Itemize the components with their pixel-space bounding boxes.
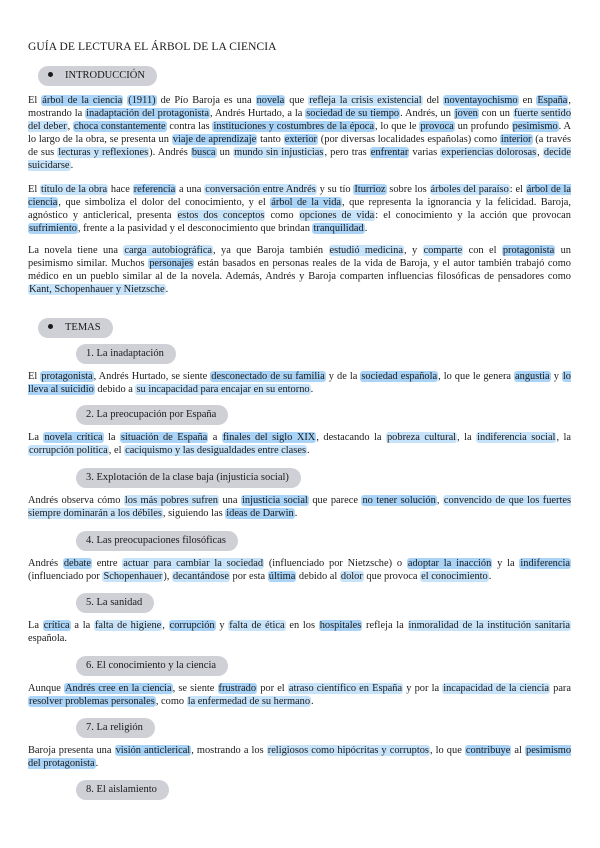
text-run: El: [28, 95, 42, 106]
bullet-icon: [48, 72, 53, 77]
text-run: . A lo largo de la obra, se presenta un: [28, 120, 571, 145]
highlighted-text: joven: [454, 107, 478, 119]
highlighted-text: interior: [500, 133, 532, 145]
theme-paragraph-7: [28, 745, 571, 771]
text-run: , lo que le: [374, 120, 420, 132]
text-run: están basados en personas reales de la vida de Baroja, y el autor también trabajó como médico en un pueblo similar al de la novela. Además, Andrés y Baroja comparten influencias filosóficas de pensadores como: [28, 257, 571, 282]
intro-paragraph-1: [28, 95, 571, 172]
text-run: Andrés: [28, 558, 63, 569]
theme-paragraph-6: [28, 683, 571, 709]
text-run: , como: [155, 695, 187, 707]
theme-heading-2: 2. La preocupación por España: [76, 405, 228, 425]
highlighted-text: contribuye: [465, 745, 511, 756]
text-run: y: [215, 620, 229, 631]
highlighted-text: protagonista: [502, 245, 555, 256]
intro-paragraph-3: [28, 245, 571, 297]
highlighted-text: carga autobiográfica: [124, 245, 213, 256]
theme-paragraph-5: [28, 620, 571, 646]
text-run: hace: [108, 184, 133, 195]
text-run: .: [488, 570, 492, 582]
highlighted-text: religiosos como hipócritas y corruptos: [267, 745, 429, 756]
section-heading-label: INTRODUCCIÓN: [65, 70, 145, 81]
text-run: ,: [162, 620, 169, 631]
text-run: ,: [67, 120, 73, 132]
highlighted-text: debate: [63, 558, 91, 569]
highlighted-text: instituciones y costumbres de la época: [213, 120, 374, 132]
text-run: : el conocimiento y la acción que provocan: [375, 209, 571, 221]
text-run: .: [307, 444, 310, 456]
text-run: , que simboliza el dolor del conocimiento, y el: [58, 196, 271, 208]
highlighted-text: Andrés cree en la ciencia: [65, 683, 172, 694]
highlighted-text: enfrentar: [370, 146, 409, 158]
text-run: , pero tras: [324, 146, 370, 158]
theme-paragraph-3: [28, 495, 571, 521]
text-run: , destacando la: [316, 432, 386, 443]
highlighted-text: referencia: [133, 184, 176, 195]
highlighted-text: Schopenhauer: [103, 570, 163, 582]
highlighted-text: incapacidad de la ciencia: [443, 683, 549, 694]
text-run: que provoca: [363, 570, 421, 582]
highlighted-text: inadaptación del protagonista: [86, 107, 210, 119]
text-run: , siguiendo las: [162, 507, 226, 519]
highlighted-text: exterior: [284, 133, 317, 145]
text-run: un pesimismo similar. Muchos: [28, 245, 572, 269]
text-run: (influenciado por: [28, 570, 103, 582]
highlighted-text: busca: [191, 146, 216, 158]
highlighted-text: (1911): [128, 95, 156, 106]
text-run: por esta: [229, 570, 268, 582]
text-run: : el: [509, 184, 526, 195]
text-run: a: [208, 432, 222, 443]
text-run: . Andrés, un: [400, 107, 454, 119]
text-run: a una: [176, 184, 205, 195]
text-run: y: [550, 371, 562, 382]
highlighted-text: estudió medicina: [329, 245, 403, 256]
highlighted-text: refleja la crisis existencial: [309, 95, 422, 106]
bullet-icon: [48, 324, 53, 329]
text-run: la: [103, 432, 120, 443]
text-run: , lo que: [429, 745, 465, 756]
highlighted-text: sociedad de su tiempo: [306, 107, 400, 119]
highlighted-text: indiferencia: [520, 558, 570, 569]
text-run: para: [549, 683, 572, 694]
text-run: que: [285, 95, 309, 106]
highlighted-text: el conocimiento: [421, 570, 488, 582]
highlighted-text: falta de ética: [229, 620, 285, 631]
text-run: que parece: [308, 495, 362, 506]
text-run: refleja la: [362, 620, 408, 631]
theme-heading-5: 5. La sanidad: [76, 593, 154, 613]
section-heading-temas: [38, 318, 113, 338]
highlighted-text: la enfermedad de su hermano: [187, 695, 311, 707]
text-run: , Andrés Hurtado, a la: [210, 107, 306, 119]
text-run: española.: [28, 632, 67, 644]
highlighted-text: actuar para cambiar la sociedad: [123, 558, 264, 569]
highlighted-text: finales del siglo XIX: [222, 432, 316, 443]
highlighted-text: frustrado: [218, 683, 257, 694]
highlighted-text: experiencias dolorosas: [441, 146, 537, 158]
text-run: del: [422, 95, 444, 106]
text-run: ,: [436, 495, 443, 506]
highlighted-text: indiferencia social: [477, 432, 556, 443]
text-run: un: [216, 146, 234, 158]
text-run: .: [310, 383, 314, 395]
highlighted-text: situación de España: [121, 432, 208, 443]
theme-paragraph-2: [28, 432, 571, 458]
highlighted-text: caciquismo y las desigualdades entre clases: [125, 444, 306, 456]
text-run: El: [28, 184, 41, 195]
text-run: debido al: [296, 570, 340, 582]
text-run: de Pío Baroja es una: [156, 95, 256, 106]
highlighted-text: convencido de que los fuertes siempre dominarán a los débiles: [28, 495, 572, 519]
text-run: , ya que Baroja también: [213, 245, 329, 256]
intro-paragraph-2: [28, 184, 571, 236]
theme-paragraph-4: [28, 558, 571, 584]
text-run: y de la: [325, 371, 361, 382]
theme-heading-8: 8. El aislamiento: [76, 780, 169, 800]
highlighted-text: comparte: [423, 245, 463, 256]
highlighted-text: corrupción: [169, 620, 215, 631]
highlighted-text: provoca: [420, 120, 454, 132]
text-run: , el: [108, 444, 125, 456]
highlighted-text: corrupción política: [29, 444, 108, 456]
text-run: con un: [478, 107, 513, 119]
highlighted-text: inmoralidad de la institución sanitaria: [408, 620, 571, 631]
text-run: entre: [91, 558, 123, 569]
text-run: como: [265, 209, 299, 221]
text-run: Baroja presenta una: [28, 745, 115, 756]
text-run: tanto: [257, 133, 284, 145]
highlighted-text: fuerte sentido del deber: [28, 107, 572, 132]
highlighted-text: pobreza cultural: [386, 432, 457, 443]
text-run: sobre los: [386, 184, 430, 195]
highlighted-text: choca constantemente: [73, 120, 166, 132]
highlighted-text: lo lleva al suicidio: [28, 371, 572, 395]
highlighted-text: estos dos conceptos: [177, 209, 265, 221]
text-run: por el: [257, 683, 288, 694]
highlighted-text: protagonista: [41, 371, 93, 382]
section-heading-label: TEMAS: [65, 322, 101, 333]
text-run: varias: [409, 146, 441, 158]
theme-heading-6: 6. El conocimiento y la ciencia: [76, 656, 228, 676]
text-run: al: [511, 745, 525, 756]
text-run: , frente a la pasividad y el desconocimiento que brindan: [77, 222, 313, 234]
text-run: Andrés observa cómo: [28, 495, 124, 506]
highlighted-text: ideas de Darwin: [226, 507, 294, 519]
text-run: El: [28, 371, 41, 382]
text-run: ). Andrés: [149, 146, 191, 158]
highlighted-text: árboles del paraíso: [430, 184, 509, 195]
text-run: .: [95, 757, 99, 769]
highlighted-text: no tener solución: [362, 495, 436, 506]
highlighted-text: árbol de la vida: [271, 196, 342, 208]
highlighted-text: árbol de la ciencia: [28, 184, 571, 208]
highlighted-text: desconectado de su familia: [211, 371, 325, 382]
text-run: .: [165, 283, 169, 295]
text-run: , mostrando a los: [191, 745, 267, 756]
text-run: contra las: [166, 120, 213, 132]
text-run: en: [518, 95, 537, 106]
highlighted-text: los más pobres sufren: [124, 495, 218, 506]
theme-paragraph-1: [28, 371, 571, 397]
text-run: , la: [556, 432, 572, 443]
highlighted-text: viaje de aprendizaje: [172, 133, 257, 145]
text-run: en los: [285, 620, 319, 631]
highlighted-text: personajes: [149, 257, 194, 269]
text-run: (a través de sus: [28, 133, 572, 158]
theme-heading-7: 7. La religión: [76, 718, 155, 738]
highlighted-text: hospitales: [319, 620, 362, 631]
text-run: con el: [463, 245, 502, 256]
highlighted-text: sociedad española: [361, 371, 438, 382]
highlighted-text: dolor: [340, 570, 363, 582]
highlighted-text: árbol de la ciencia: [42, 95, 123, 106]
text-run: una: [218, 495, 241, 506]
highlighted-text: novela crítica: [44, 432, 103, 443]
highlighted-text: angustia: [515, 371, 550, 382]
section-heading-introduccion: [38, 66, 157, 86]
text-run: y su tío: [316, 184, 354, 195]
text-run: La: [28, 620, 43, 631]
highlighted-text: falta de higiene: [94, 620, 162, 631]
highlighted-text: España: [537, 95, 568, 106]
theme-heading-1: 1. La inadaptación: [76, 344, 176, 364]
highlighted-text: Iturrioz: [354, 184, 386, 195]
text-run: un profundo: [454, 120, 512, 132]
text-run: .: [294, 507, 298, 519]
text-run: ,: [537, 146, 543, 158]
highlighted-text: conversación entre Andrés: [205, 184, 316, 195]
theme-heading-3: 3. Explotación de la clase baja (injusticia social): [76, 468, 301, 488]
text-run: .: [311, 695, 314, 707]
highlighted-text: injusticia social: [241, 495, 308, 506]
text-run: La novela tiene una: [28, 245, 124, 256]
highlighted-text: novela: [256, 95, 285, 106]
text-run: ),: [163, 570, 172, 582]
text-run: (por diversas localidades españolas) como: [318, 133, 500, 145]
text-run: y por la: [403, 683, 443, 694]
text-run: debido a: [94, 383, 136, 395]
highlighted-text: decide suicidarse: [28, 146, 571, 171]
highlighted-text: mundo sin injusticias: [234, 146, 324, 158]
highlighted-text: sufrimiento: [29, 222, 77, 234]
text-run: .: [364, 222, 368, 234]
text-run: , y: [404, 245, 423, 256]
text-run: , que representa la ignorancia y la felicidad. Baroja, agnóstico y anticlerical, presenta: [28, 196, 572, 221]
highlighted-text: adoptar la inacción: [407, 558, 492, 569]
highlighted-text: atraso científico en España: [288, 683, 403, 694]
highlighted-text: visión anticlerical: [115, 745, 191, 756]
text-run: .: [70, 159, 74, 171]
highlighted-text: resolver problemas personales: [29, 695, 155, 707]
text-run: , lo que le genera: [438, 371, 515, 382]
highlighted-text: Kant, Schopenhauer y Nietzsche: [29, 283, 165, 295]
text-run: Aunque: [28, 683, 65, 694]
text-run: , mostrando la: [28, 95, 572, 119]
highlighted-text: pesimismo: [512, 120, 558, 132]
text-run: a la: [70, 620, 94, 631]
highlighted-text: decantándose: [172, 570, 229, 582]
text-run: La: [28, 432, 44, 443]
text-run: , la: [457, 432, 477, 443]
text-run: y la: [492, 558, 520, 569]
highlighted-text: lecturas y reflexiones: [58, 146, 149, 158]
theme-heading-4: 4. Las preocupaciones filosóficas: [76, 531, 238, 551]
highlighted-text: pesimismo del protagonista: [28, 745, 572, 769]
text-run: (influenciado por Nietzsche) o: [264, 558, 407, 569]
highlighted-text: opciones de vida: [299, 209, 375, 221]
highlighted-text: noventayochismo: [444, 95, 518, 106]
highlighted-text: título de la obra: [41, 184, 108, 195]
text-run: , se siente: [172, 683, 218, 694]
highlighted-text: última: [268, 570, 296, 582]
text-run: , Andrés Hurtado, se siente: [93, 371, 211, 382]
highlighted-text: tranquilidad: [313, 222, 364, 234]
highlighted-text: crítica: [43, 620, 70, 631]
document-title: GUÍA DE LECTURA EL ÁRBOL DE LA CIENCIA: [28, 41, 277, 53]
highlighted-text: su incapacidad para encajar en su entorno: [136, 383, 310, 395]
